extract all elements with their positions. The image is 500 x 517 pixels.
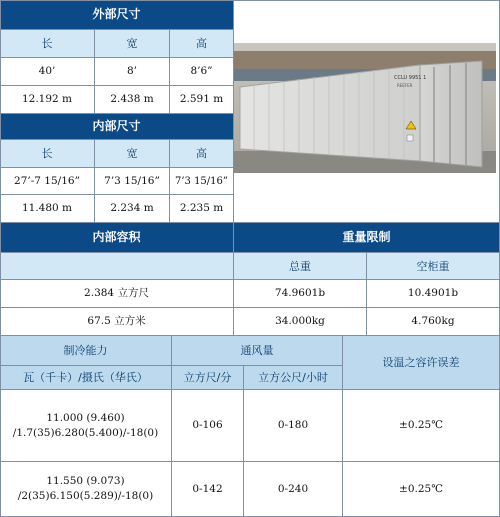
internal-height-header: 高: [170, 140, 234, 168]
placard-icon: [407, 135, 413, 141]
cooling-unit-header: 瓦（千卡）/摄氏（华氏）: [0, 366, 172, 390]
reefer-container-photo: [234, 43, 496, 173]
internal-dimensions-title: 内部尺寸: [0, 114, 234, 140]
tolerance-row-2: ±0.25℃: [343, 462, 500, 517]
gross-weight-kg: 34.000kg: [234, 308, 367, 336]
capacity-cubic-feet: 2.384 立方尺: [0, 280, 234, 308]
tare-weight-header: 空柜重: [367, 253, 500, 280]
capacity-cubic-meters: 67.5 立方米: [0, 308, 234, 336]
ventilation-cmh-row-1: 0-180: [244, 390, 343, 462]
internal-height-feet: 7’3 15/16”: [170, 168, 234, 195]
ventilation-cmh-row-2: 0-240: [244, 462, 343, 517]
external-height-header: 高: [170, 30, 234, 58]
cooling-value-row-2: [0, 462, 172, 517]
container-id-label: CCLU 9951 1: [394, 75, 427, 81]
external-height-meters: 2.591 m: [170, 86, 234, 114]
capacity-spacer: [0, 253, 234, 280]
internal-length-header: 长: [0, 140, 95, 168]
internal-width-header: 宽: [95, 140, 170, 168]
internal-capacity-title: 内部容积: [0, 223, 234, 253]
external-length-header: 长: [0, 30, 95, 58]
external-height-feet: 8’6”: [170, 58, 234, 86]
internal-length-meters: 11.480 m: [0, 195, 95, 223]
external-dimensions-title: 外部尺寸: [0, 0, 234, 30]
tolerance-row-1: ±0.25℃: [343, 390, 500, 462]
ventilation-cfm-row-1: 0-106: [172, 390, 244, 462]
temperature-tolerance-title: 设温之容许误差: [343, 336, 500, 390]
external-length-meters: 12.192 m: [0, 86, 95, 114]
external-width-feet: 8’: [95, 58, 170, 86]
ventilation-cmh-header: 立方公尺/小时: [244, 366, 343, 390]
cooling-value-line: /1.7(35)6.280(5.400)/-18(0): [12, 426, 159, 439]
internal-height-meters: 2.235 m: [170, 195, 234, 223]
cooling-value-line: 11.000 (9.460): [46, 411, 125, 424]
ventilation-title: 通风量: [172, 336, 343, 366]
tare-weight-lb: 10.4901b: [367, 280, 500, 308]
weight-limit-title: 重量限制: [234, 223, 500, 253]
ventilation-cfm-row-2: 0-142: [172, 462, 244, 517]
tare-weight-kg: 4.760kg: [367, 308, 500, 336]
ventilation-cfm-header: 立方尺/分: [172, 366, 244, 390]
external-width-header: 宽: [95, 30, 170, 58]
cooling-value-line: 11.550 (9.073): [46, 475, 125, 487]
cooling-value-row-1: [0, 390, 172, 462]
cooling-value-line: /2(35)6.150(5.289)/-18(0): [17, 490, 154, 502]
gross-weight-header: 总重: [234, 253, 367, 280]
gross-weight-lb: 74.9601b: [234, 280, 367, 308]
internal-length-feet: 27’-7 15/16”: [0, 168, 95, 195]
container-type-label: REEFER: [397, 83, 413, 88]
external-length-feet: 40’: [0, 58, 95, 86]
internal-width-feet: 7’3 15/16”: [95, 168, 170, 195]
external-width-meters: 2.438 m: [95, 86, 170, 114]
internal-width-meters: 2.234 m: [95, 195, 170, 223]
cooling-capacity-title: 制冷能力: [0, 336, 172, 366]
